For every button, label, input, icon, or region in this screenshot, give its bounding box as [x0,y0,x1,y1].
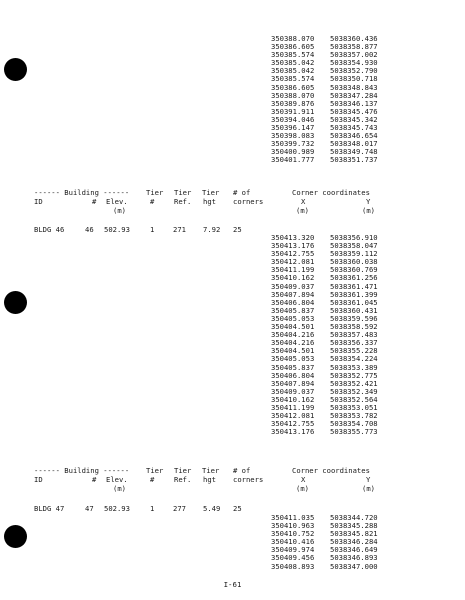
coord-y: 5038356.337 [330,338,378,348]
coord-y: 5038345.288 [330,521,378,531]
coord-y: 5038346.284 [330,537,378,547]
building-id: BLDG 46 [34,225,65,234]
coord-y: 5038345.743 [330,123,378,133]
coord-y: 5038352.421 [330,378,378,388]
coord-x: 350385.042 [271,66,315,76]
header-elev-unit: (m) [113,484,126,493]
coord-y: 5038347.000 [330,561,378,571]
coord-y: 5038345.821 [330,529,378,539]
header-x: X [301,197,306,206]
building-num: 47 [85,504,94,513]
header-num: # [92,475,97,484]
coord-y: 5038352.349 [330,386,378,396]
header-tier-num: # [150,475,155,484]
coord-x: 350410.752 [271,529,315,539]
header-tier: Tier [146,466,164,475]
coord-x: 350401.777 [271,155,315,165]
binder-hole [4,291,27,314]
coord-y: 5038361.256 [330,273,378,283]
building-elev: 502.93 [104,504,130,513]
header-tier: Tier [174,466,192,475]
coord-y: 5038346.137 [330,98,378,108]
header-num: # [92,197,97,206]
coord-y: 5038360.431 [330,305,378,315]
header-ref: Ref. [174,475,192,484]
header-building: ------ Building ------ [34,466,130,475]
header-tier: Tier [146,188,164,197]
page-number: I-61 [223,580,242,589]
coordinate-list [271,234,391,436]
coord-y: 5038358.877 [330,42,378,52]
coord-x: 350400.989 [271,147,315,157]
coordinate-row [271,563,391,571]
coord-y: 5038354.708 [330,419,378,429]
building-tier: 1 [150,504,155,513]
coord-x: 350404.216 [271,330,315,340]
coord-y: 5038353.051 [330,402,378,412]
building-id: BLDG 47 [34,504,65,513]
header-tier: Tier [202,188,220,197]
coord-y: 5038346.893 [330,553,378,563]
coord-y: 5038361.399 [330,289,378,299]
header-ref: Ref. [174,197,192,206]
coord-x: 350412.755 [271,419,315,429]
coord-y: 5038345.476 [330,106,378,116]
header-tier: Tier [174,188,192,197]
coord-x: 350385.574 [271,50,315,60]
header-corner-coordinates: Corner coordinates [292,188,370,197]
coord-x: 350396.147 [271,123,315,133]
coord-x: 350413.176 [271,241,315,251]
coord-x: 350411.199 [271,265,315,275]
coord-y: 5038359.596 [330,313,378,323]
coord-x: 350409.456 [271,553,315,563]
coord-y: 5038354.224 [330,354,378,364]
coord-y: 5038355.773 [330,427,378,437]
coord-y: 5038357.483 [330,330,378,340]
coord-y: 5038345.342 [330,114,378,124]
coord-y: 5038346.649 [330,545,378,555]
binder-hole [4,58,27,81]
coord-x: 350399.732 [271,139,315,149]
coord-x: 350411.199 [271,402,315,412]
coord-x: 350385.574 [271,74,315,84]
coord-x: 350409.037 [271,281,315,291]
coord-x: 350406.804 [271,297,315,307]
header-y: Y [366,197,371,206]
header-hgt: hgt [203,475,216,484]
coord-x: 350410.416 [271,537,315,547]
coord-x: 350407.894 [271,289,315,299]
coord-y: 5038359.112 [330,249,378,259]
coord-y: 5038361.471 [330,281,378,291]
coord-x: 350413.320 [271,233,315,242]
coord-y: 5038352.790 [330,66,378,76]
coord-y: 5038358.047 [330,241,378,251]
coordinate-list-continued [271,35,391,165]
coord-x: 350386.605 [271,42,315,52]
coord-x: 350385.042 [271,58,315,68]
coord-x: 350406.804 [271,370,315,380]
header-elev-unit: (m) [113,206,126,215]
building-num: 46 [85,225,94,234]
header-id: ID [34,197,43,206]
coordinate-row [271,428,391,436]
binder-hole [4,525,27,548]
header-x: X [301,475,306,484]
coord-y: 5038360.436 [330,34,378,43]
coord-x: 350405.053 [271,313,315,323]
coord-y: 5038360.769 [330,265,378,275]
coord-x: 350388.070 [271,34,315,43]
coord-x: 350404.216 [271,338,315,348]
coord-y: 5038356.910 [330,233,378,242]
coord-y: 5038352.564 [330,394,378,404]
header-id: ID [34,475,43,484]
coord-x: 350407.894 [271,378,315,388]
coord-y: 5038351.737 [330,155,378,165]
header-x-unit: (m) [296,484,309,493]
coord-y: 5038353.782 [330,411,378,421]
coord-x: 350405.053 [271,354,315,364]
coord-x: 350398.083 [271,131,315,141]
header-corners: corners [233,197,264,206]
coord-y: 5038357.002 [330,50,378,60]
header-building: ------ Building ------ [34,188,130,197]
header-corners: corners [233,475,264,484]
building-hgt: 7.92 [203,225,221,234]
header-tier-num: # [150,197,155,206]
coord-x: 350410.963 [271,521,315,531]
building-corners: 25 [233,225,242,234]
coord-y: 5038348.843 [330,82,378,92]
coord-x: 350405.837 [271,305,315,315]
coord-x: 350394.046 [271,114,315,124]
header-elev: Elev. [106,197,128,206]
coord-x: 350410.162 [271,273,315,283]
header-elev: Elev. [106,475,128,484]
coord-x: 350409.037 [271,386,315,396]
coord-y: 5038348.017 [330,139,378,149]
header-of: # of [233,188,251,197]
coord-y: 5038360.038 [330,257,378,267]
coord-x: 350411.035 [271,513,315,522]
header-x-unit: (m) [296,206,309,215]
coord-y: 5038344.720 [330,513,378,522]
coord-y: 5038361.045 [330,297,378,307]
coord-y: 5038350.718 [330,74,378,84]
header-tier: Tier [202,466,220,475]
header-corner-coordinates: Corner coordinates [292,466,370,475]
coordinate-list [271,514,391,571]
coord-y: 5038347.284 [330,90,378,100]
coord-x: 350391.911 [271,106,315,116]
coord-x: 350404.501 [271,346,315,356]
coordinate-row [271,156,391,164]
coord-y: 5038353.389 [330,362,378,372]
coord-x: 350413.176 [271,427,315,437]
building-hgt: 5.49 [203,504,221,513]
header-of: # of [233,466,251,475]
building-corners: 25 [233,504,242,513]
coord-x: 350386.605 [271,82,315,92]
coord-y: 5038349.748 [330,147,378,157]
coord-y: 5038354.930 [330,58,378,68]
header-y: Y [366,475,371,484]
header-y-unit: (m) [362,206,375,215]
building-tier: 1 [150,225,155,234]
header-hgt: hgt [203,197,216,206]
coord-y: 5038352.775 [330,370,378,380]
coord-x: 350412.081 [271,257,315,267]
building-elev: 502.93 [104,225,130,234]
coord-y: 5038355.228 [330,346,378,356]
coord-x: 350405.837 [271,362,315,372]
coord-y: 5038358.592 [330,322,378,332]
coord-x: 350388.070 [271,90,315,100]
coord-x: 350412.755 [271,249,315,259]
header-y-unit: (m) [362,484,375,493]
coord-x: 350389.876 [271,98,315,108]
coord-x: 350410.162 [271,394,315,404]
building-ref: 277 [173,504,186,513]
coord-x: 350408.893 [271,561,315,571]
coord-x: 350404.501 [271,322,315,332]
coord-y: 5038346.654 [330,131,378,141]
coord-x: 350412.081 [271,411,315,421]
coord-x: 350409.974 [271,545,315,555]
building-ref: 271 [173,225,186,234]
